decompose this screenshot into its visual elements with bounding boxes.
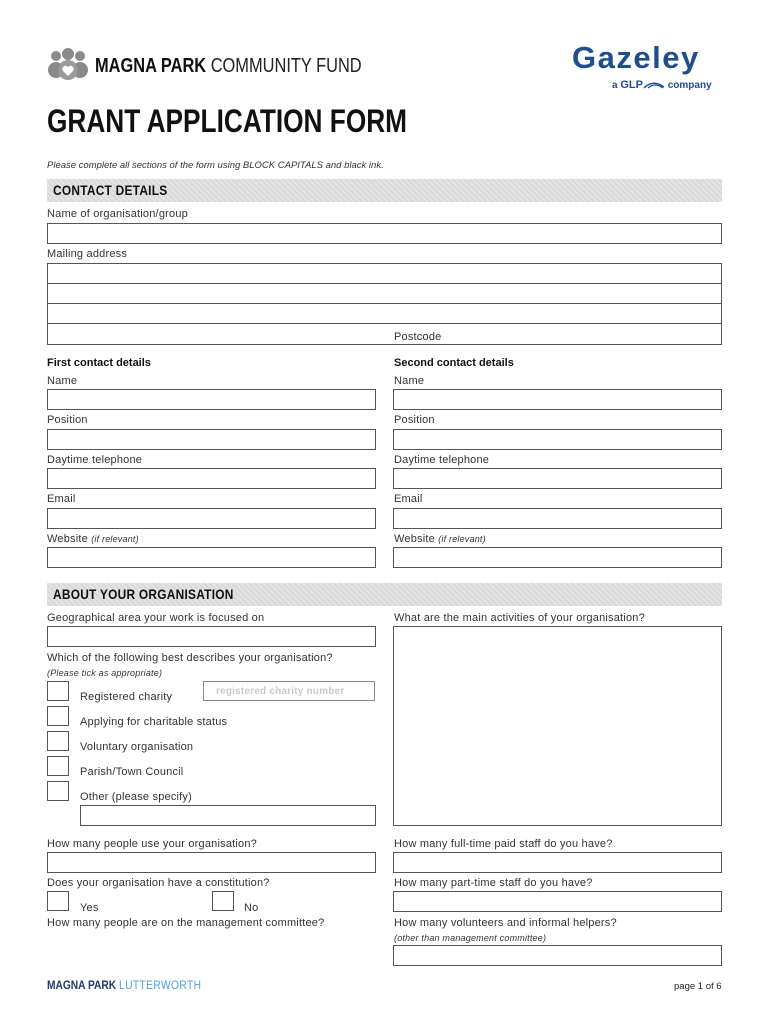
about-organisation-header: [47, 583, 722, 606]
second-name-label: Name: [394, 375, 425, 387]
people-use-field[interactable]: [47, 852, 376, 873]
fund-title-bold: MAGNA PARK: [95, 55, 207, 77]
second-website-field[interactable]: [393, 547, 722, 568]
glp-swoosh-icon: [643, 81, 665, 89]
committee-label: How many people are on the management committee?: [47, 917, 325, 929]
brand-sub-a: a: [612, 80, 618, 91]
checkbox-other[interactable]: [47, 781, 69, 801]
checkbox-constitution-no[interactable]: [212, 891, 234, 911]
fund-title-rest: COMMUNITY FUND: [210, 55, 362, 77]
constitution-label: Does your organisation have a constitution?: [47, 877, 270, 889]
mailing-address-field-3[interactable]: [47, 303, 722, 324]
first-contact-heading: First contact details: [47, 357, 151, 369]
first-email-label: Email: [47, 493, 76, 505]
fulltime-staff-label: How many full-time paid staff do you have?: [394, 838, 613, 850]
brand-sub-glp: GLP: [620, 79, 643, 91]
second-telephone-field[interactable]: [393, 468, 722, 489]
volunteers-field[interactable]: [393, 945, 722, 966]
volunteers-note: (other than management committee): [394, 933, 547, 943]
first-website-text: Website: [47, 533, 88, 545]
brand-subline: [612, 79, 712, 91]
checkbox-constitution-yes[interactable]: [47, 891, 69, 911]
activities-label: What are the main activities of your organisation?: [394, 612, 645, 624]
mailing-address-label: Mailing address: [47, 248, 128, 260]
contact-details-header: [47, 179, 722, 202]
org-name-label: Name of organisation/group: [47, 208, 188, 220]
second-website-text: Website: [394, 533, 435, 545]
about-organisation-heading: ABOUT YOUR ORGANISATION: [53, 586, 234, 602]
footer-brand: [47, 978, 201, 992]
second-email-field[interactable]: [393, 508, 722, 529]
second-position-label: Position: [394, 414, 435, 426]
second-position-field[interactable]: [393, 429, 722, 450]
parttime-staff-label: How many part-time staff do you have?: [394, 877, 593, 889]
first-telephone-label: Daytime telephone: [47, 454, 143, 466]
second-telephone-label: Daytime telephone: [394, 454, 490, 466]
first-name-field[interactable]: [47, 389, 376, 410]
form-title: GRANT APPLICATION FORM: [47, 103, 408, 139]
fulltime-staff-field[interactable]: [393, 852, 722, 873]
other-specify-field[interactable]: [80, 805, 376, 826]
describe-note: (Please tick as appropriate): [47, 668, 163, 678]
page-number: page 1 of 6: [674, 981, 722, 992]
geo-area-field[interactable]: [47, 626, 376, 647]
second-contact-heading: Second contact details: [394, 357, 514, 369]
fund-logo-icon: [47, 48, 89, 80]
option-applying-charitable: Applying for charitable status: [80, 716, 228, 728]
option-other: Other (please specify): [80, 791, 192, 803]
charity-number-placeholder: registered charity number: [216, 686, 345, 697]
checkbox-applying-charitable[interactable]: [47, 706, 69, 726]
parttime-staff-field[interactable]: [393, 891, 722, 912]
footer-brand-rest: LUTTERWORTH: [118, 978, 202, 992]
option-voluntary-organisation: Voluntary organisation: [80, 741, 194, 753]
mailing-address-field-4[interactable]: [47, 323, 722, 345]
geo-area-label: Geographical area your work is focused on: [47, 612, 265, 624]
first-email-field[interactable]: [47, 508, 376, 529]
mailing-address-field-1[interactable]: [47, 263, 722, 284]
brand-sub-company: company: [667, 80, 712, 91]
second-website-note: (if relevant): [438, 534, 486, 544]
first-position-field[interactable]: [47, 429, 376, 450]
first-website-note: (if relevant): [91, 534, 139, 544]
first-website-field[interactable]: [47, 547, 376, 568]
first-telephone-field[interactable]: [47, 468, 376, 489]
people-use-label: How many people use your organisation?: [47, 838, 257, 850]
footer-brand-bold: MAGNA PARK: [47, 978, 117, 992]
org-name-field[interactable]: [47, 223, 722, 244]
mailing-address-field-2[interactable]: [47, 283, 722, 304]
fund-title: [95, 55, 362, 78]
option-registered-charity: Registered charity: [80, 691, 173, 703]
brand-logo: Gazeley: [572, 40, 700, 75]
volunteers-label: How many volunteers and informal helpers?: [394, 917, 617, 929]
second-email-label: Email: [394, 493, 423, 505]
checkbox-parish-council[interactable]: [47, 756, 69, 776]
first-website-label: [47, 533, 139, 545]
constitution-yes-label: Yes: [80, 902, 99, 914]
option-parish-council: Parish/Town Council: [80, 766, 184, 778]
checkbox-voluntary-organisation[interactable]: [47, 731, 69, 751]
first-name-label: Name: [47, 375, 78, 387]
first-position-label: Position: [47, 414, 88, 426]
second-name-field[interactable]: [393, 389, 722, 410]
checkbox-registered-charity[interactable]: [47, 681, 69, 701]
contact-details-heading: CONTACT DETAILS: [53, 182, 168, 198]
second-website-label: [394, 533, 486, 545]
postcode-label: Postcode: [394, 331, 442, 343]
describe-label: Which of the following best describes your organisation?: [47, 652, 333, 664]
activities-field[interactable]: [393, 626, 722, 826]
constitution-no-label: No: [244, 902, 259, 914]
form-instructions: Please complete all sections of the form using BLOCK CAPITALS and black ink.: [47, 160, 384, 171]
